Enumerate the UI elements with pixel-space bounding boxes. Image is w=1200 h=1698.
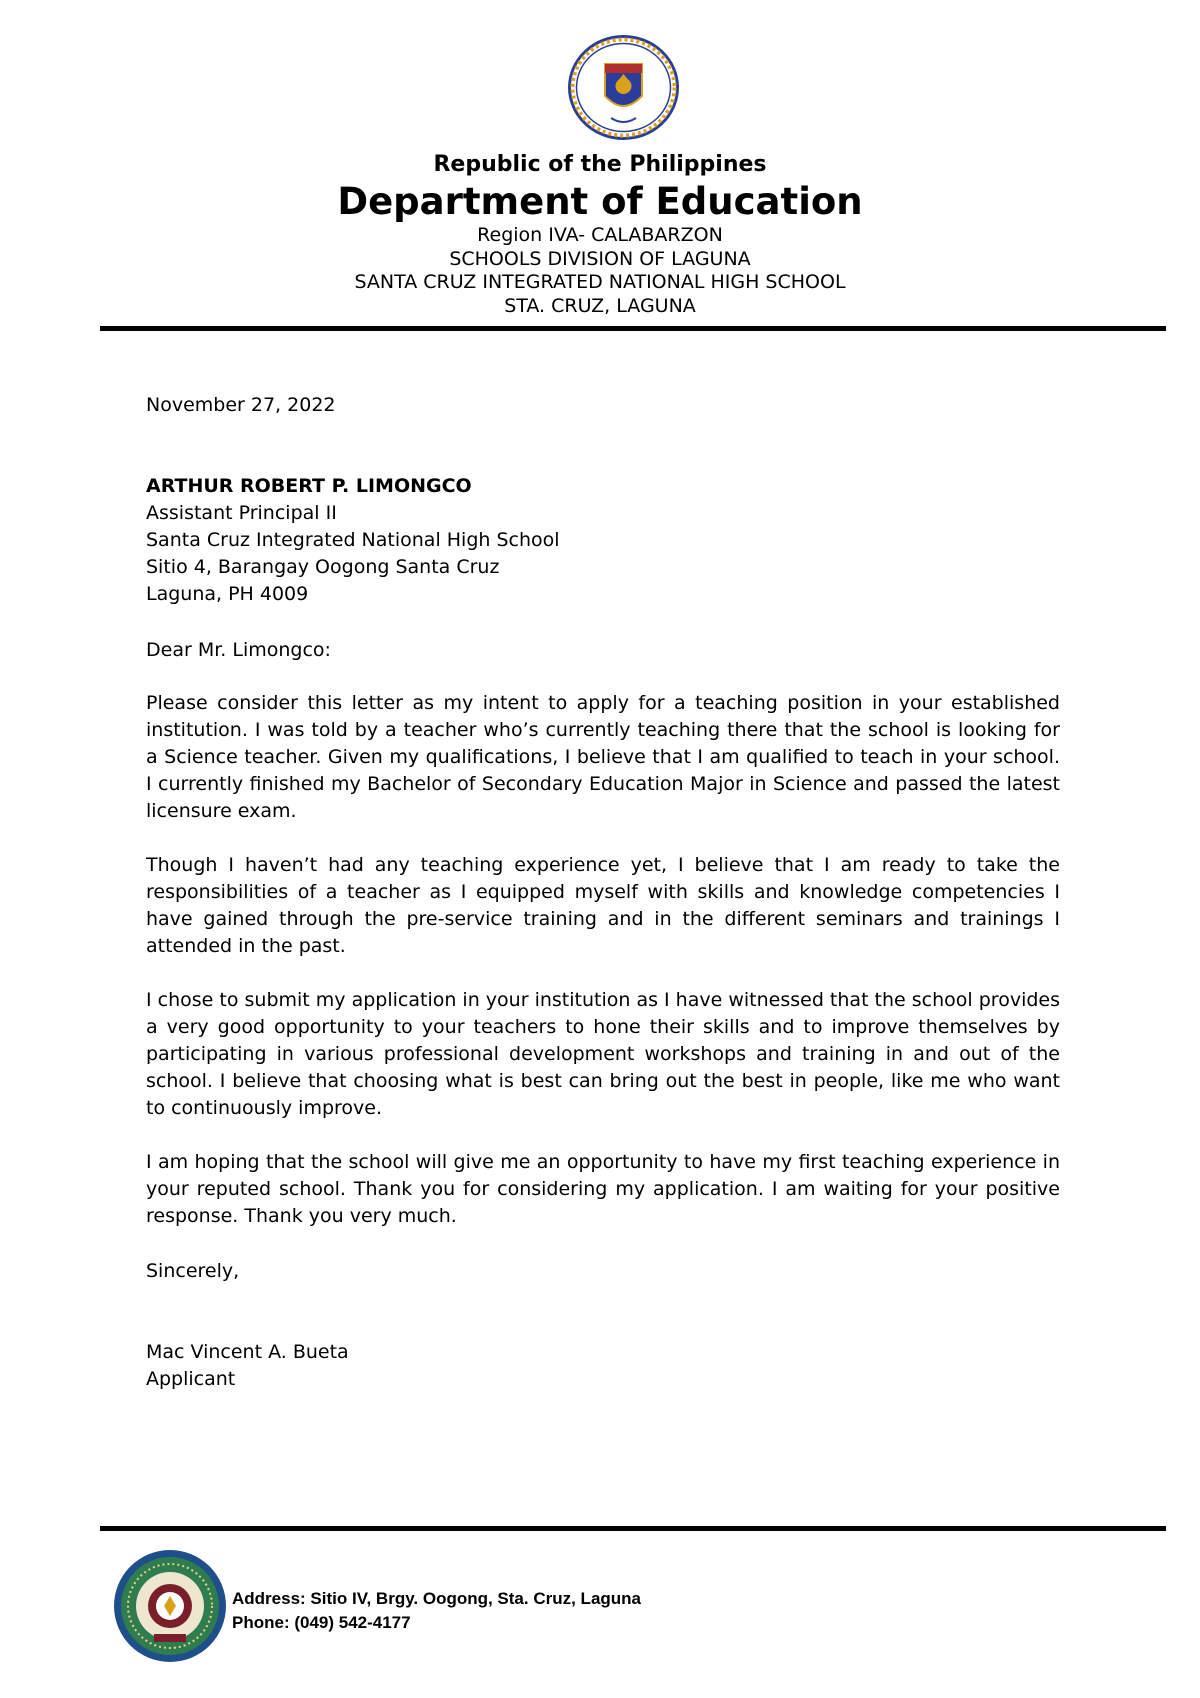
body-paragraph: I am hoping that the school will give me an opportunity to have my first teaching experience in your reputed school. Thank you for considering my application. I am waiting for your positive response. Thank you very much.: [146, 1151, 1060, 1227]
footer-divider: [100, 1526, 1166, 1531]
region-line: Region IVA- CALABARZON: [477, 224, 723, 246]
signer-role: Applicant: [146, 1368, 236, 1390]
salutation: Dear Mr. Limongco:: [146, 639, 331, 661]
phone-label: Phone:: [232, 1613, 290, 1632]
deped-seal-icon: [567, 34, 680, 141]
recipient-name: ARTHUR ROBERT P. LIMONGCO: [146, 475, 472, 497]
letterhead: [0, 150, 1200, 318]
footer-phone-line: [232, 1611, 641, 1635]
school-line: SANTA CRUZ INTEGRATED NATIONAL HIGH SCHOOL: [354, 271, 846, 293]
signer-name: Mac Vincent A. Bueta: [146, 1341, 349, 1363]
address-value: Sitio IV, Brgy. Oogong, Sta. Cruz, Laguna: [310, 1589, 642, 1608]
body-paragraph: I chose to submit my application in your institution as I have witnessed that the school provides a very good opportunity to your teachers to hone their skills and to improve themselves by participating in various professional development workshops and training in and out of the school. I believe that choosing what is best can bring out the best in people, like me who want to continuously improve.: [146, 989, 1060, 1119]
footer-contact: [232, 1587, 641, 1635]
location-line: STA. CRUZ, LAGUNA: [504, 294, 696, 317]
footer-address-line: [232, 1587, 641, 1611]
school-seal-icon: [112, 1548, 228, 1664]
body-paragraph: Please consider this letter as my intent to apply for a teaching position in your established institution. I was told by a teacher who’s currently teaching there that the school is looking for a Science teacher. Given my qualifications, I believe that I am qualified to teach in your school. I currently finished my Bachelor of Secondary Education Major in Science and passed the latest licensure exam.: [146, 692, 1060, 822]
division-line: SCHOOLS DIVISION OF LAGUNA: [449, 247, 751, 270]
signature-block: [146, 1339, 1060, 1393]
department-title: Department of Education: [337, 180, 863, 223]
recipient-block: [146, 473, 1060, 608]
recipient-address-1: Sitio 4, Barangay Oogong Santa Cruz: [146, 556, 500, 578]
address-label: Address:: [232, 1589, 306, 1608]
recipient-school: Santa Cruz Integrated National High School: [146, 529, 560, 551]
recipient-title: Assistant Principal II: [146, 502, 337, 524]
body-paragraph: Though I haven’t had any teaching experience yet, I believe that I am ready to take the responsibilities of a teacher as I equipped myself with skills and knowledge competencies I have gained through the pre-service training and in the different seminars and trainings I attended in the past.: [146, 854, 1060, 957]
header-divider: [100, 326, 1166, 331]
phone-value: (049) 542-4177: [294, 1613, 411, 1632]
recipient-address-2: Laguna, PH 4009: [146, 583, 309, 605]
closing: Sincerely,: [146, 1260, 240, 1282]
letter-date: November 27, 2022: [146, 394, 336, 416]
republic-line: Republic of the Philippines: [433, 152, 767, 177]
